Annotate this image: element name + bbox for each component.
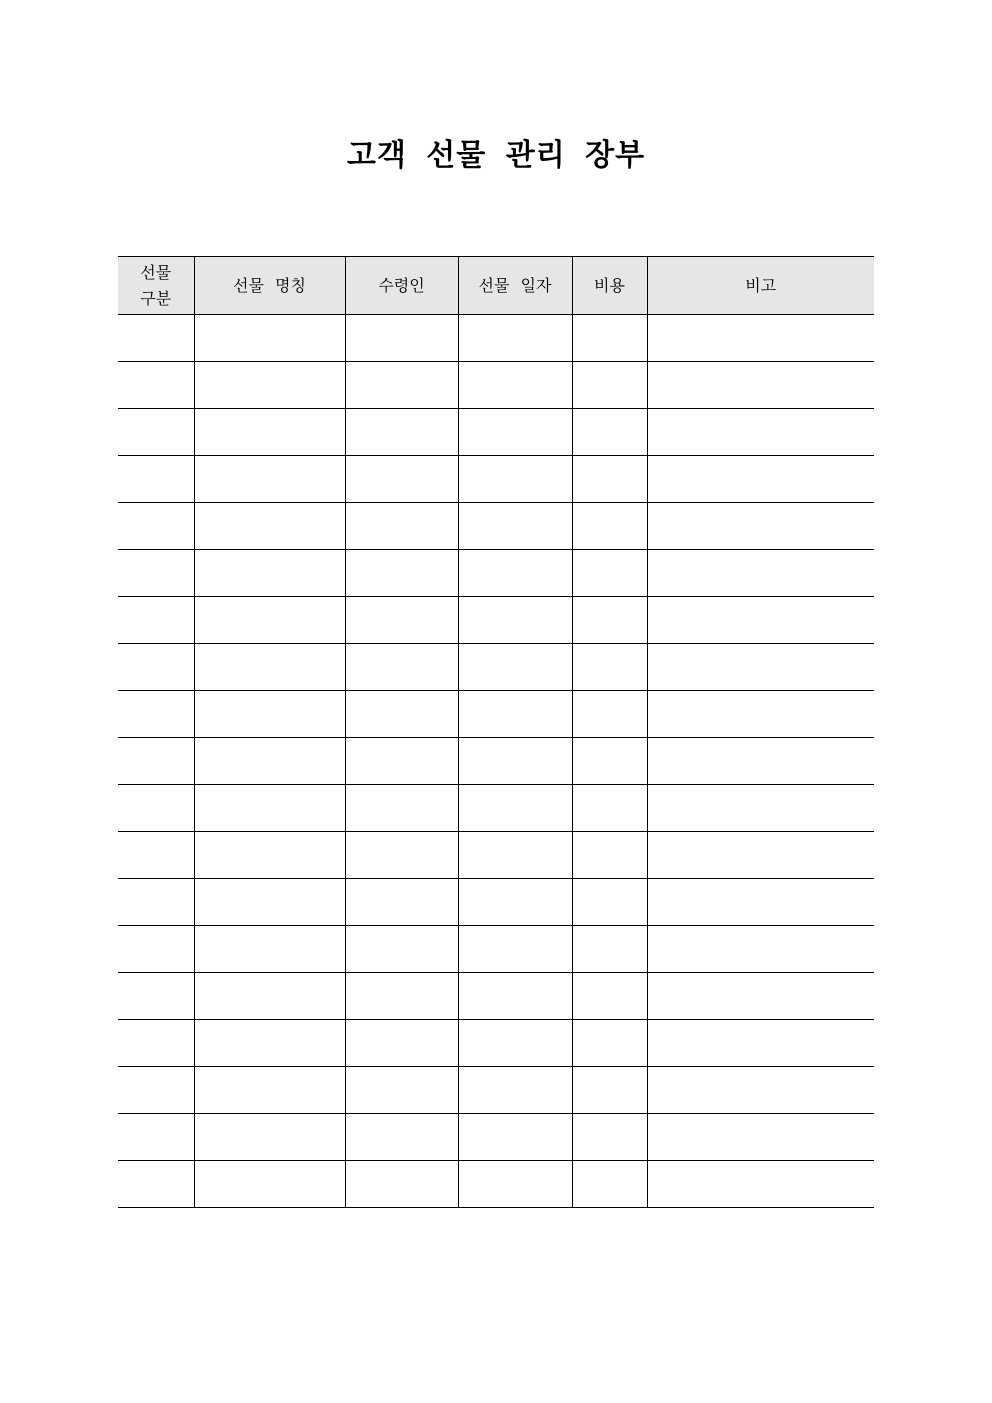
page-title: 고객 선물 관리 장부 [346,138,646,173]
cell-recipient [345,597,458,644]
table-row [118,973,874,1020]
cell-gift-name [194,1161,345,1208]
cell-gift-name [194,785,345,832]
cell-gift-date [458,597,572,644]
cell-gift-name [194,456,345,503]
cell-remarks [647,1020,874,1067]
header-gift-category [118,257,194,315]
table-row [118,691,874,738]
cell-recipient [345,1161,458,1208]
cell-gift-date [458,409,572,456]
cell-cost [572,597,647,644]
cell-gift-date [458,503,572,550]
cell-cost [572,738,647,785]
table-row [118,456,874,503]
cell-remarks [647,785,874,832]
cell-gift-date [458,926,572,973]
cell-remarks [647,456,874,503]
table-row [118,362,874,409]
cell-gift-name [194,409,345,456]
cell-gift-date [458,785,572,832]
cell-cost [572,832,647,879]
cell-cost [572,456,647,503]
cell-recipient [345,550,458,597]
cell-gift-name [194,644,345,691]
header-remarks: 비고 [647,257,874,315]
cell-gift-category [118,738,194,785]
cell-cost [572,973,647,1020]
table-row [118,597,874,644]
cell-gift-name [194,738,345,785]
cell-gift-date [458,456,572,503]
table-row [118,315,874,362]
cell-gift-date [458,1067,572,1114]
table-row [118,832,874,879]
table-row [118,1067,874,1114]
table-row [118,409,874,456]
cell-gift-name [194,503,345,550]
cell-remarks [647,738,874,785]
cell-recipient [345,1067,458,1114]
cell-recipient [345,738,458,785]
cell-gift-category [118,456,194,503]
cell-gift-name [194,691,345,738]
cell-gift-date [458,973,572,1020]
cell-recipient [345,832,458,879]
cell-cost [572,1114,647,1161]
cell-remarks [647,926,874,973]
cell-remarks [647,362,874,409]
cell-gift-category [118,973,194,1020]
cell-gift-date [458,691,572,738]
header-gift-category-line-1: 선물 [140,262,172,282]
cell-gift-date [458,1114,572,1161]
cell-cost [572,550,647,597]
header-cost: 비용 [572,257,647,315]
table-header-row [118,257,874,315]
cell-gift-category [118,832,194,879]
cell-remarks [647,1067,874,1114]
cell-recipient [345,409,458,456]
cell-gift-name [194,597,345,644]
cell-gift-category [118,1161,194,1208]
cell-gift-category [118,1114,194,1161]
cell-gift-category [118,785,194,832]
cell-remarks [647,1114,874,1161]
header-gift-date: 선물 일자 [458,257,572,315]
cell-gift-category [118,597,194,644]
cell-cost [572,644,647,691]
cell-gift-date [458,362,572,409]
cell-gift-date [458,644,572,691]
cell-gift-category [118,879,194,926]
cell-gift-name [194,1020,345,1067]
table-row [118,738,874,785]
cell-gift-name [194,315,345,362]
gift-ledger-table [118,256,874,1208]
table-row [118,1114,874,1161]
cell-cost [572,1067,647,1114]
cell-gift-category [118,1020,194,1067]
cell-recipient [345,1114,458,1161]
cell-gift-name [194,362,345,409]
cell-gift-category [118,926,194,973]
cell-remarks [647,1161,874,1208]
cell-recipient [345,503,458,550]
cell-recipient [345,785,458,832]
table-row [118,879,874,926]
cell-recipient [345,879,458,926]
cell-remarks [647,503,874,550]
cell-remarks [647,597,874,644]
cell-gift-category [118,503,194,550]
cell-gift-name [194,879,345,926]
table-row [118,1020,874,1067]
cell-gift-date [458,738,572,785]
cell-gift-category [118,1067,194,1114]
cell-gift-category [118,691,194,738]
table-row [118,785,874,832]
cell-remarks [647,315,874,362]
header-gift-category-line-2: 구분 [140,288,172,308]
cell-recipient [345,644,458,691]
header-gift-name: 선물 명칭 [194,257,345,315]
cell-gift-date [458,315,572,362]
cell-gift-name [194,1114,345,1161]
cell-cost [572,785,647,832]
cell-remarks [647,973,874,1020]
cell-recipient [345,926,458,973]
cell-gift-date [458,832,572,879]
cell-recipient [345,456,458,503]
cell-gift-date [458,1161,572,1208]
cell-gift-date [458,550,572,597]
cell-cost [572,691,647,738]
cell-remarks [647,644,874,691]
table-row [118,644,874,691]
cell-gift-name [194,926,345,973]
table-body [118,315,874,1208]
cell-gift-date [458,879,572,926]
cell-gift-category [118,315,194,362]
cell-gift-category [118,550,194,597]
cell-cost [572,362,647,409]
cell-recipient [345,973,458,1020]
table-row [118,503,874,550]
cell-recipient [345,362,458,409]
cell-gift-category [118,644,194,691]
cell-gift-category [118,409,194,456]
cell-gift-name [194,973,345,1020]
cell-remarks [647,409,874,456]
table-row [118,550,874,597]
cell-cost [572,879,647,926]
cell-cost [572,503,647,550]
cell-cost [572,315,647,362]
cell-remarks [647,550,874,597]
cell-gift-name [194,832,345,879]
cell-recipient [345,1020,458,1067]
table-row [118,926,874,973]
cell-cost [572,926,647,973]
cell-cost [572,1020,647,1067]
header-recipient: 수령인 [345,257,458,315]
cell-gift-date [458,1020,572,1067]
cell-remarks [647,832,874,879]
cell-remarks [647,879,874,926]
cell-gift-name [194,550,345,597]
cell-cost [572,409,647,456]
cell-remarks [647,691,874,738]
table-row [118,1161,874,1208]
cell-recipient [345,315,458,362]
cell-gift-category [118,362,194,409]
cell-recipient [345,691,458,738]
cell-gift-name [194,1067,345,1114]
cell-cost [572,1161,647,1208]
